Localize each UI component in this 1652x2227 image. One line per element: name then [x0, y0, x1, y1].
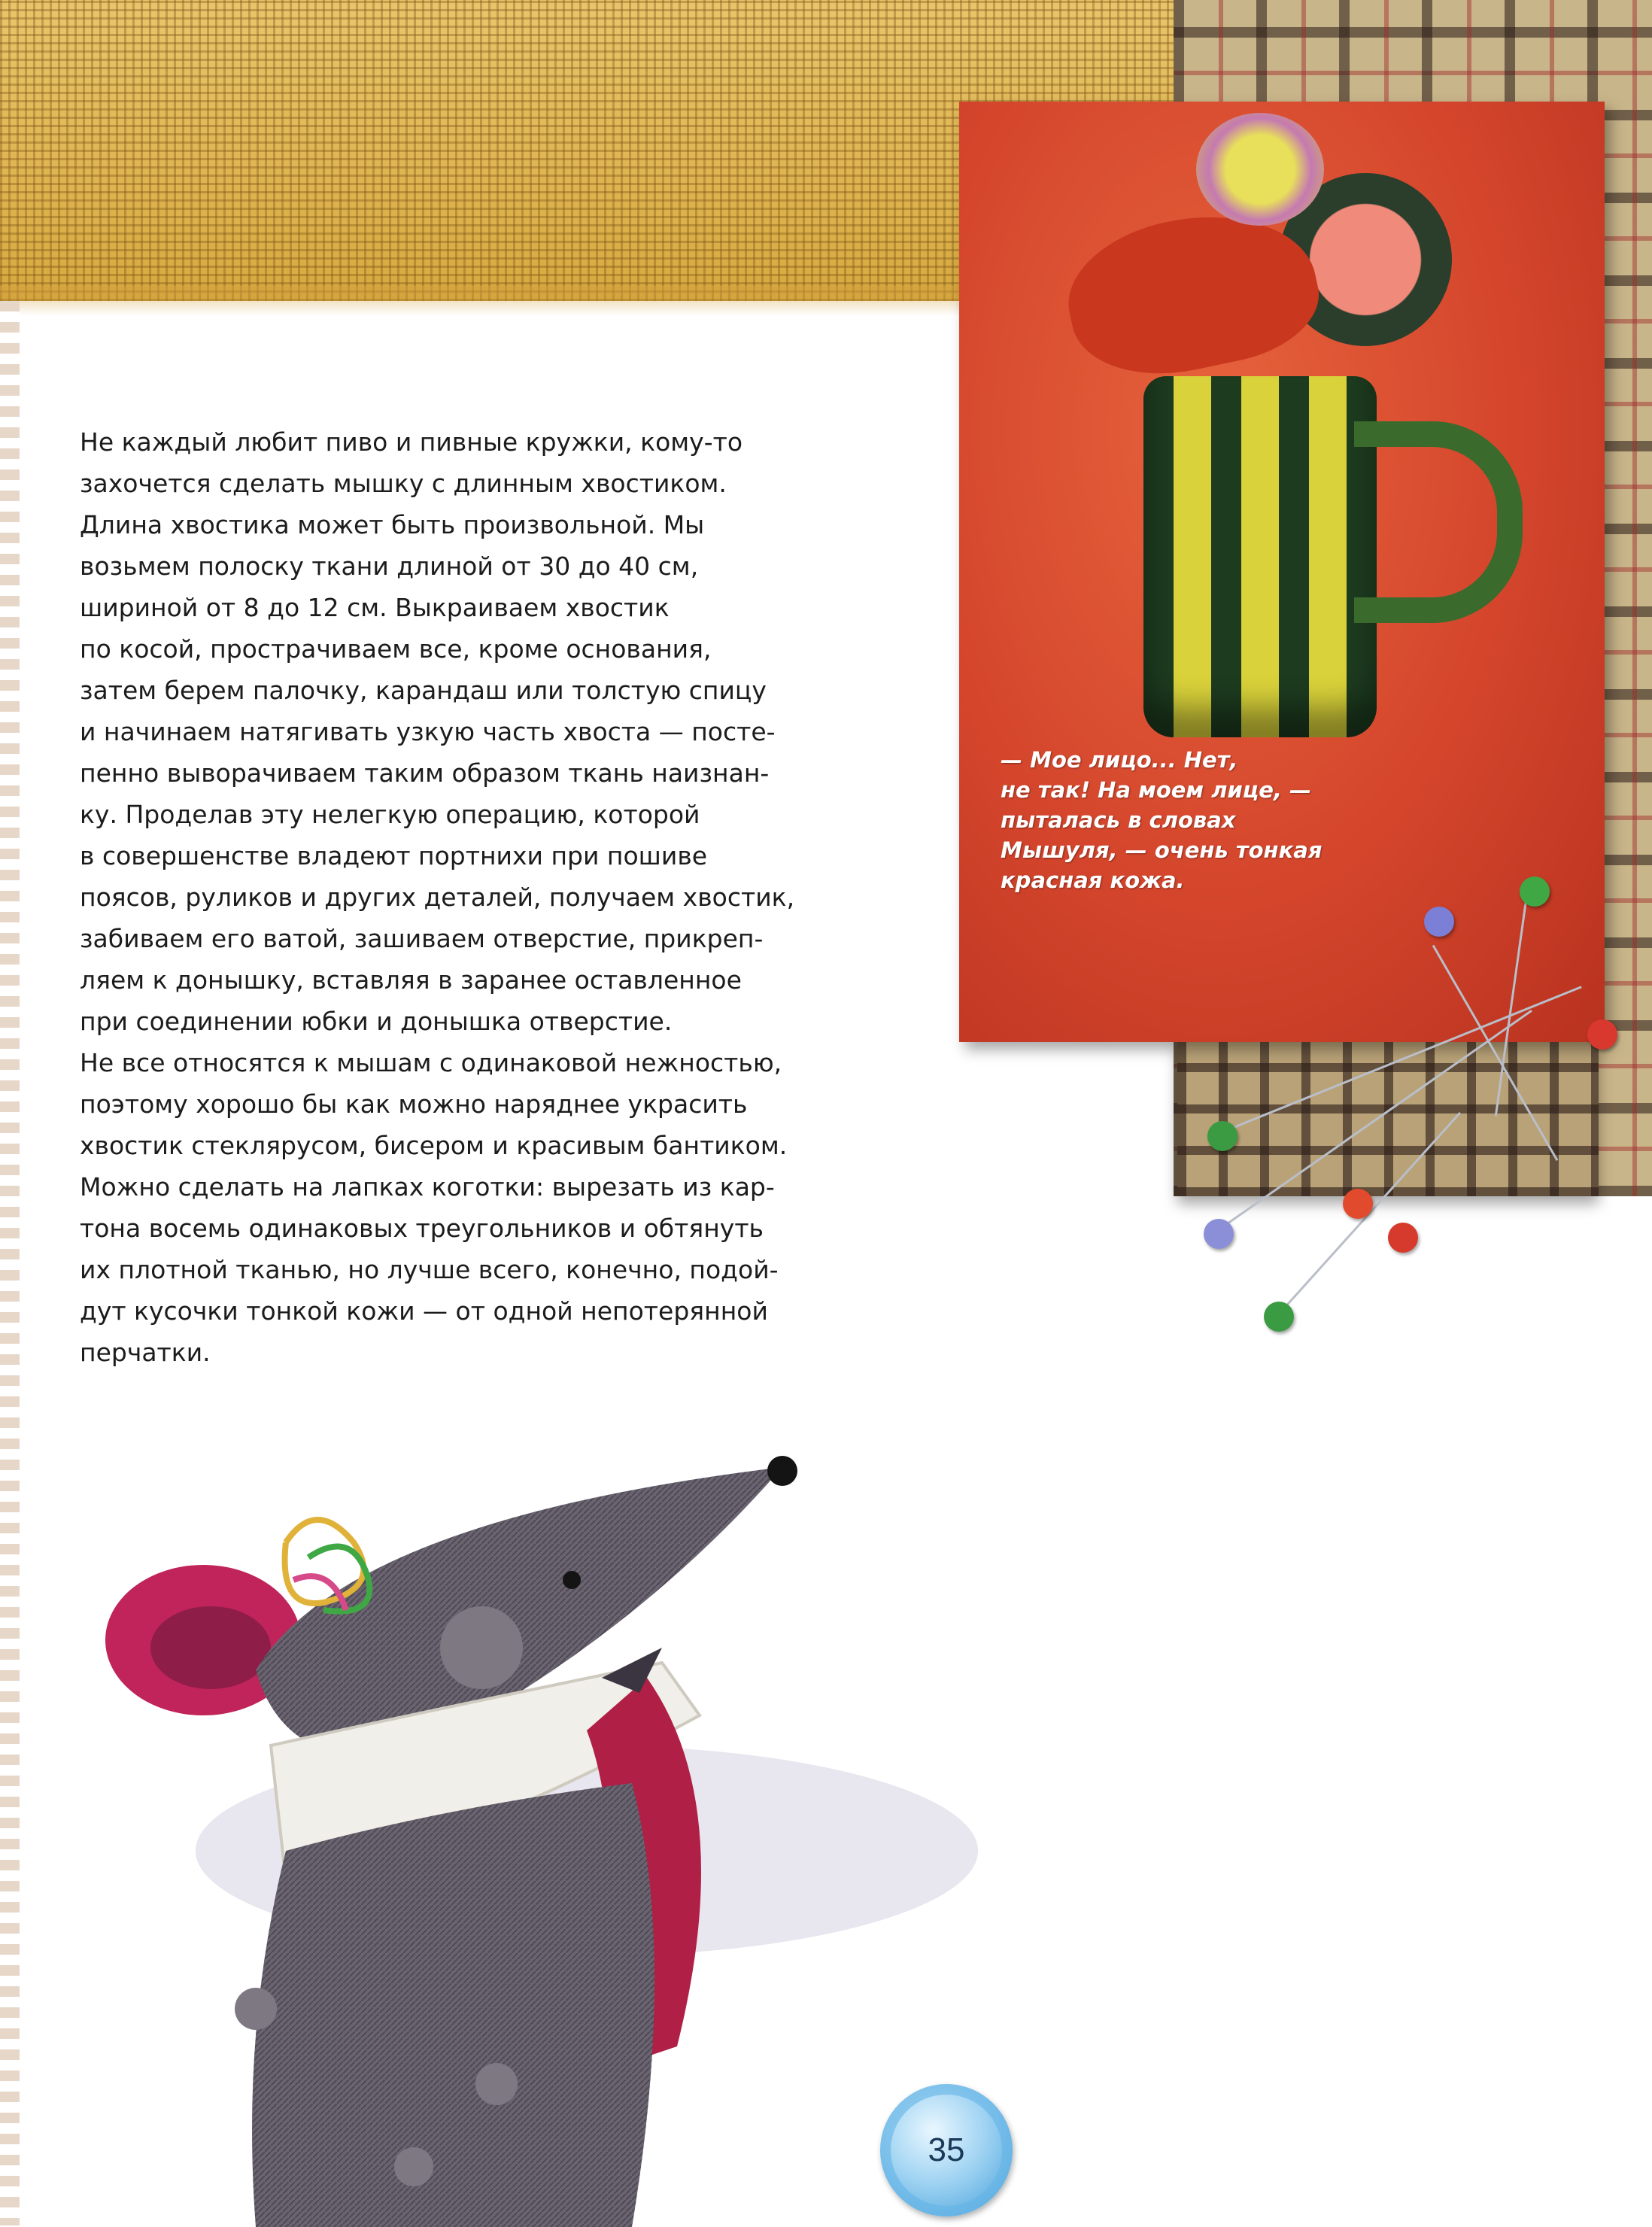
- fabric-rat-photo: [60, 1429, 1038, 2227]
- text-line: и начинаем натягивать узкую часть хвоста — посте-: [80, 717, 776, 746]
- pin-head: [1424, 907, 1454, 937]
- text-line: хвостик стеклярусом, бисером и красивым бантиком.: [80, 1131, 788, 1160]
- text-line: перчатки.: [80, 1338, 211, 1367]
- text-line: ку. Проделав эту нелегкую операцию, которой: [80, 800, 700, 829]
- caption-line: не так! На моем лице, —: [1001, 777, 1312, 803]
- text-line: ляем к донышку, вставляя в заранее оставленное: [80, 965, 742, 995]
- photo-caption: [1001, 745, 1377, 895]
- text-line: тона восемь одинаковых треугольников и обтянуть: [80, 1214, 764, 1243]
- rat-button: [475, 2063, 518, 2105]
- rat-ear-inner: [150, 1606, 271, 1689]
- pin-head: [1343, 1189, 1373, 1219]
- text-line: по косой, прострачиваем все, кроме основания,: [80, 634, 712, 664]
- caption-line: пыталась в словах: [1001, 807, 1236, 833]
- pin-head: [1264, 1302, 1294, 1332]
- text-line: шириной от 8 до 12 см. Выкраиваем хвостик: [80, 593, 670, 622]
- rat-button: [235, 1988, 277, 2030]
- text-line: Можно сделать на лапках коготки: вырезать из кар-: [80, 1172, 775, 1202]
- text-line: возьмем полоску ткани длиной от 30 до 40 см,: [80, 551, 699, 581]
- left-border-stripe: [0, 301, 20, 2225]
- text-line: пенно выворачиваем таким образом ткань наизнан-: [80, 758, 770, 788]
- text-line: Не все относятся к мышам с одинаковой нежностью,: [80, 1048, 782, 1077]
- text-line: забиваем его ватой, зашиваем отверстие, прикреп-: [80, 924, 764, 953]
- plaid-fabric-swatch: [1177, 1038, 1599, 1196]
- rat-body: [252, 1783, 654, 2227]
- text-line: поясов, руликов и других деталей, получаем хвостик,: [80, 883, 795, 912]
- pin-head: [1587, 1019, 1617, 1050]
- rat-hair-threads: [285, 1520, 364, 1603]
- text-line: при соединении юбки и донышка отверстие.: [80, 1007, 673, 1036]
- text-line: дут кусочки тонкой кожи — от одной непотерянной: [80, 1296, 768, 1326]
- rat-button: [394, 2147, 433, 2186]
- photo-mug-handle: [1354, 421, 1523, 623]
- text-line: Не каждый любит пиво и пивные кружки, кому-то: [80, 427, 743, 457]
- pin-head: [1520, 877, 1550, 907]
- photo-mug: [1143, 376, 1377, 737]
- text-line: в совершенстве владеют портнихи при пошиве: [80, 841, 708, 870]
- pin-head: [1204, 1219, 1234, 1249]
- text-line: их плотной тканью, но лучше всего, конечно, подой-: [80, 1255, 779, 1284]
- rat-nose: [767, 1456, 797, 1486]
- caption-line: Мышуля, — очень тонкая: [1001, 837, 1323, 863]
- text-line: Длина хвостика может быть произвольной. Мы: [80, 510, 705, 539]
- photo-mouse-pompom: [1196, 113, 1324, 226]
- body-text: [80, 421, 930, 1373]
- page-number: 35: [880, 2084, 1013, 2216]
- rat-cheek-button: [440, 1606, 523, 1689]
- pin-head: [1388, 1223, 1418, 1253]
- text-line: поэтому хорошо бы как можно наряднее украсить: [80, 1089, 748, 1119]
- caption-line: красная кожа.: [1001, 867, 1185, 893]
- text-line: захочется сделать мышку с длинным хвостиком.: [80, 469, 727, 498]
- caption-line: — Мое лицо... Нет,: [1001, 747, 1238, 773]
- rat-eye: [563, 1571, 581, 1589]
- text-line: затем берем палочку, карандаш или толстую спицу: [80, 676, 767, 705]
- pin-head: [1207, 1121, 1237, 1151]
